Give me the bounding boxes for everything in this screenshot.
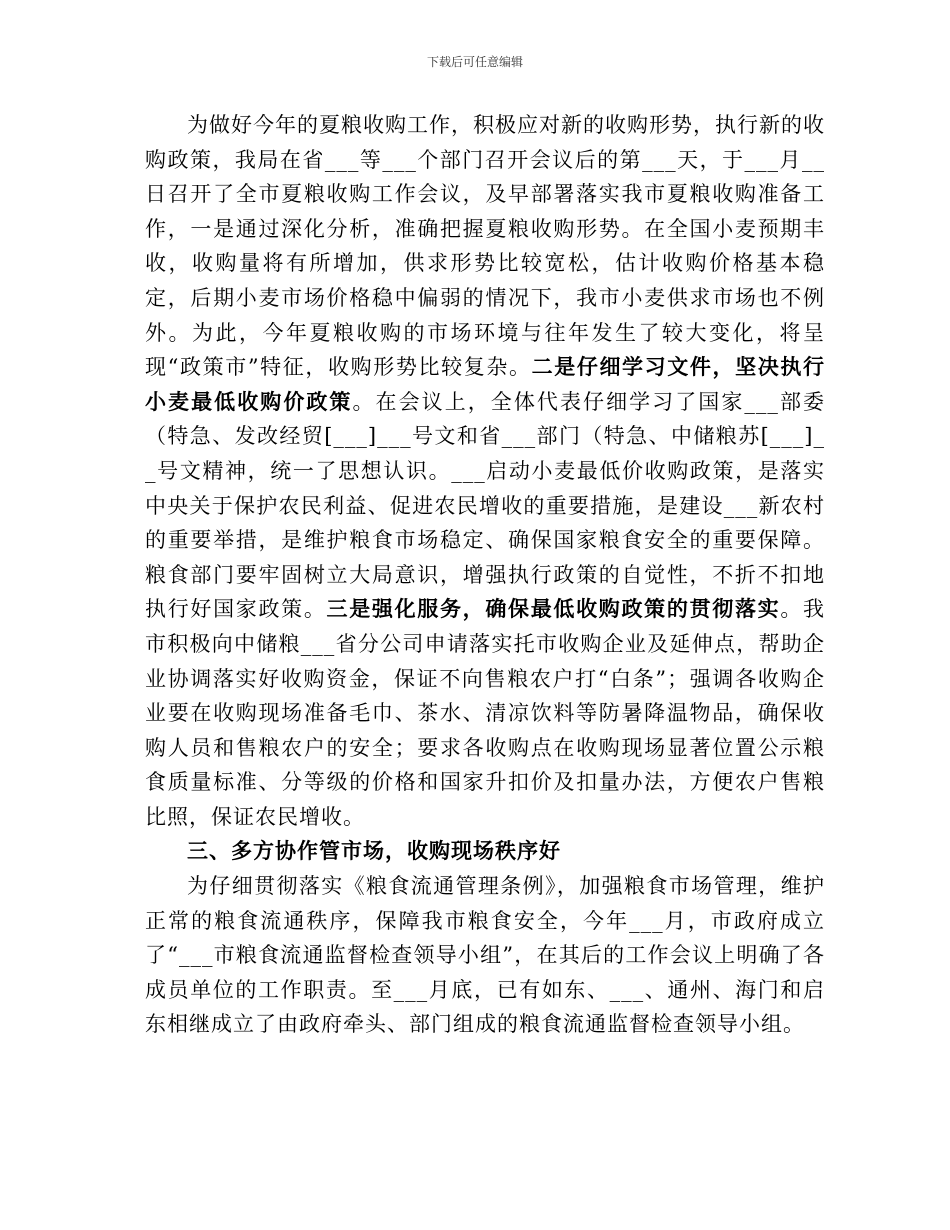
paragraph-summer-grain-meeting <box>145 108 825 834</box>
bold-point-two: 二是仔细学习文件，坚决执行小麦最低收购价政策 <box>145 354 825 414</box>
document-body <box>145 108 825 1042</box>
paragraph-market-supervision: 为仔细贯彻落实《粮食流通管理条例》，加强粮食市场管理，维护正常的粮食流通秩序，保障我市粮食安全，今年___月，市政府成立了“___市粮食流通监督检查领导小组”，在其后的工作会议上明确了各成员单位的工作职责。至___月底，已有如东、___、通州、海门和启东相继成立了由政府牵头、部门组成的粮食流通监督检查领导小组。 <box>145 874 825 1037</box>
paragraph-text: 为做好今年的夏粮收购工作，积极应对新的收购形势，执行新的收购政策，我局在省___等___个部门召开会议后的第___天，于___月__日召开了全市夏粮收购工作会议，及早部署落实我市夏粮收购准备工作，一是通过深化分析，准确把握夏粮收购形势。在全国小麦预期丰收，收购量将有所增加，供求形势比较宽松，估计收购价格基本稳定，后期小麦市场价格稳中偏弱的情况下，我市小麦供求市场也不例外。为此，今年夏粮收购的市场环境与往年发生了较大变化，将呈现“政策市”特征，收购形势比较复杂。 <box>145 113 825 380</box>
paragraph-text: 。我市积极向中储粮___省分公司申请落实托市收购企业及延伸点，帮助企业协调落实好收购资金，保证不向售粮农户打“白条”；强调各收购企业要在收购现场准备毛巾、茶水、清凉饮料等防暑降温物品，确保收购人员和售粮农户的安全；要求各收购点在收购现场显著位置公示粮食质量标准、分等级的价格和国家升扣价及扣量办法，方便农户售粮比照，保证农民增收。 <box>145 597 826 829</box>
page-header: 下载后可任意编辑 <box>426 55 523 69</box>
section-heading-three: 三、多方协作管市场，收购现场秩序好 <box>187 838 561 864</box>
bold-point-three: 三是强化服务，确保最低收购政策的贯彻落实 <box>326 596 781 622</box>
paragraph-text: 。在会议上，全体代表仔细学习了国家___部委（特急、发改经贸[___]___号文和省___部门（特急、中储粮苏[___]__号文精神，统一了思想认识。___启动小麦最低价收购政策，是落实中央关于保护农民利益、促进农民增收的重要措施，是建设___新农村的重要举措，是维护粮食市场稳定、确保国家粮食安全的重要保障。粮食部门要牢固树立大局意识，增强执行政策的自觉性，不折不扣地执行好国家政策。 <box>145 389 826 622</box>
